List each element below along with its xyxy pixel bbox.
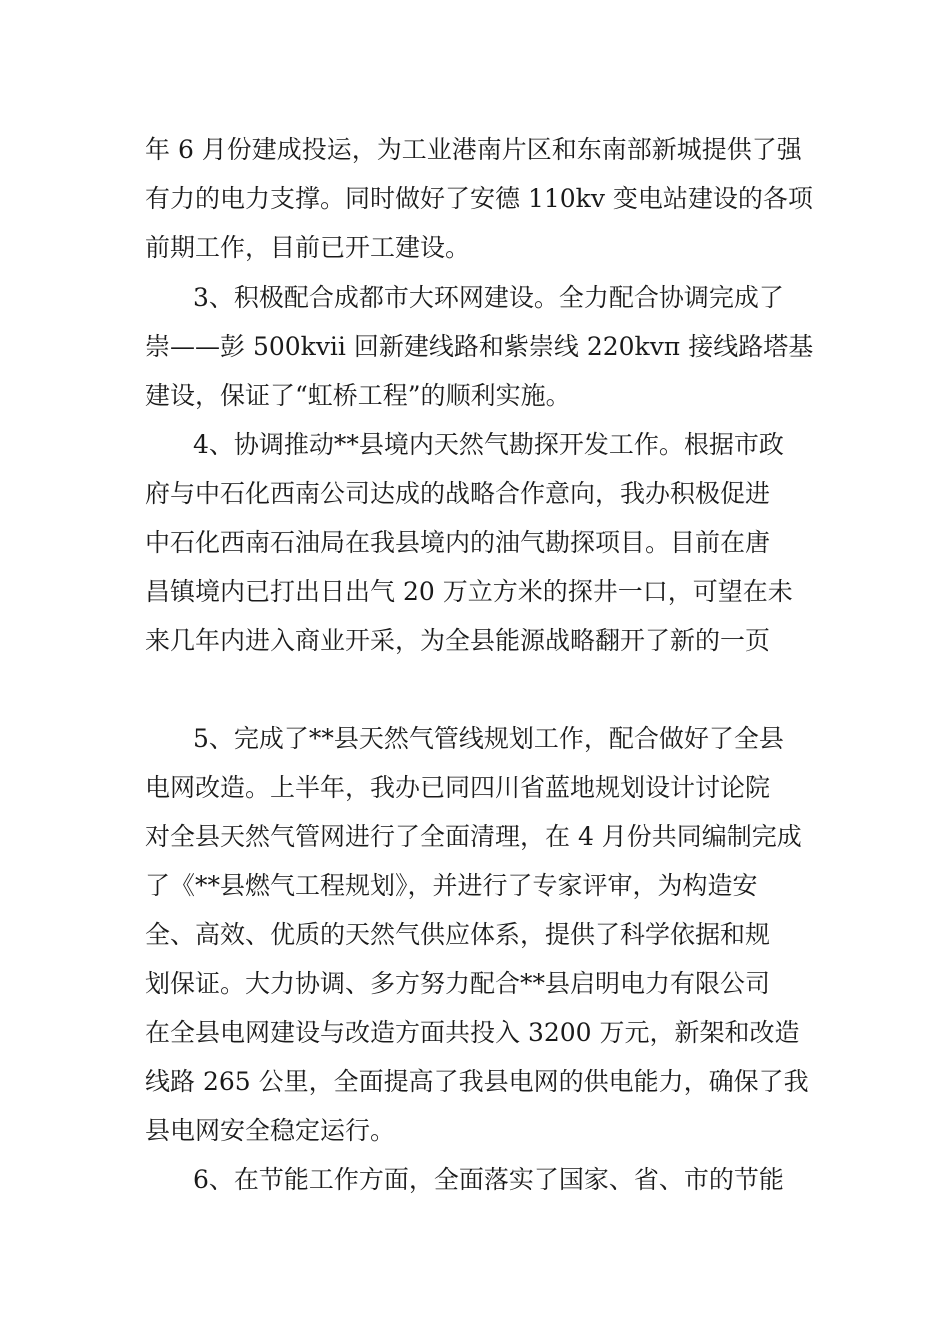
text-line: 划保证。大力协调、多方努力配合**县启明电力有限公司 [145, 969, 771, 998]
text-line: 在全县电网建设与改造方面共投入 3200 万元，新架和改造 [145, 1018, 800, 1047]
text-line: 电网改造。上半年，我办已同四川省蓝地规划设计讨论院 [145, 773, 771, 802]
text-line: 了《**县燃气工程规划》，并进行了专家评审，为构造安 [145, 871, 758, 900]
paragraph-start-line: 3、积极配合成都市大环网建设。全力配合协调完成了 [193, 283, 784, 312]
text-line: 府与中石化西南公司达成的战略合作意向，我办积极促进 [145, 479, 771, 508]
paragraph-start-line: 5、完成了**县天然气管线规划工作，配合做好了全县 [193, 724, 784, 753]
text-line: 中石化西南石油局在我县境内的油气勘探项目。目前在唐 [145, 528, 771, 557]
text-line: 县电网安全稳定运行。 [145, 1116, 396, 1145]
text-line: 昌镇境内已打出日出气 20 万立方米的探井一口，可望在未 [145, 577, 793, 606]
paragraph-start-line: 4、协调推动**县境内天然气勘探开发工作。根据市政 [193, 430, 784, 459]
text-line: 年 6 月份建成投运，为工业港南片区和东南部新城提供了强 [145, 135, 802, 164]
text-line: 线路 265 公里，全面提高了我县电网的供电能力，确保了我 [145, 1067, 809, 1096]
text-line: 建设，保证了“虹桥工程”的顺利实施。 [145, 381, 571, 410]
text-line: 对全县天然气管网进行了全面清理，在 4 月份共同编制完成 [145, 822, 802, 851]
text-line: 来几年内进入商业开采，为全县能源战略翻开了新的一页 [145, 626, 771, 655]
paragraph-start-line: 6、在节能工作方面，全面落实了国家、省、市的节能 [193, 1165, 784, 1194]
text-line: 全、高效、优质的天然气供应体系，提供了科学依据和规 [145, 920, 771, 949]
text-line: 有力的电力支撑。同时做好了安德 110kv 变电站建设的各项 [145, 184, 813, 213]
text-line: 前期工作，目前已开工建设。 [145, 233, 471, 262]
text-line: 崇——彭 500kvii 回新建线路和紫崇线 220kvπ 接线路塔基 [145, 332, 814, 361]
